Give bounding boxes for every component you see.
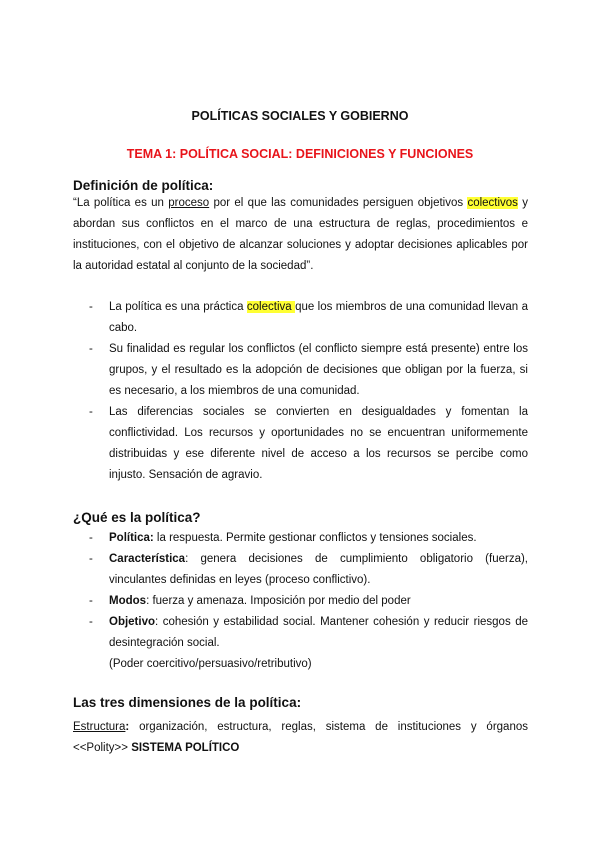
list-item: - Política: la respuesta. Permite gestionar conflictos y tensiones sociales. bbox=[73, 528, 528, 549]
list-item: - Característica: genera decisiones de cumplimiento obligatorio (fuerza), vinculantes definidas en leyes (proceso conflictivo). bbox=[73, 549, 528, 591]
document-subtitle: TEMA 1: POLÍTICA SOCIAL: DEFINICIONES Y FUNCIONES bbox=[126, 147, 474, 161]
list-item: - Su finalidad es regular los conflictos (el conflicto siempre está presente) entre los grupos, y el resultado es la adopción de decisiones que obligan por la fuerza, si es necesario, a los miembros de una comunidad. bbox=[73, 339, 528, 402]
list-item: - Modos: fuerza y amenaza. Imposición por medio del poder bbox=[73, 591, 528, 612]
dimensiones-text: Estructura: organización, estructura, reglas, sistema de instituciones y órganos <<Polity>> SISTEMA POLÍTICO bbox=[73, 721, 528, 754]
que-es-list bbox=[73, 528, 528, 675]
que-es-heading: ¿Qué es la política? bbox=[73, 510, 201, 525]
dimensiones-heading: Las tres dimensiones de la política: bbox=[73, 695, 302, 710]
document-title: POLÍTICAS SOCIALES Y GOBIERNO bbox=[191, 109, 409, 123]
definition-quote: “La política es un proceso por el que las comunidades persiguen objetivos colectivos y abordan sus conflictos en el marco de una estructura de reglas, procedimientos e instituciones, con el objetivo de alcanzar soluciones y adoptar decisiones aplicables por la autoridad estatal al conjunto de la sociedad”. bbox=[73, 197, 528, 272]
definition-heading: Definición de política: bbox=[73, 178, 214, 193]
definition-bullets bbox=[73, 297, 528, 486]
list-item: - Las diferencias sociales se convierten en desigualdades y fomentan la conflictividad. Los recursos y oportunidades no se encuentran uniformemente distribuidas y ese diferente nivel de acceso a los recursos se percibe como injusto. Sensación de agravio. bbox=[73, 402, 528, 486]
list-item: - Objetivo: cohesión y estabilidad social. Mantener cohesión y reducir riesgos de desintegración social. (Poder coercitivo/persuasivo/retributivo) bbox=[73, 612, 528, 675]
list-item: - La política es una práctica colectiva que los miembros de una comunidad llevan a cabo. bbox=[73, 297, 528, 339]
